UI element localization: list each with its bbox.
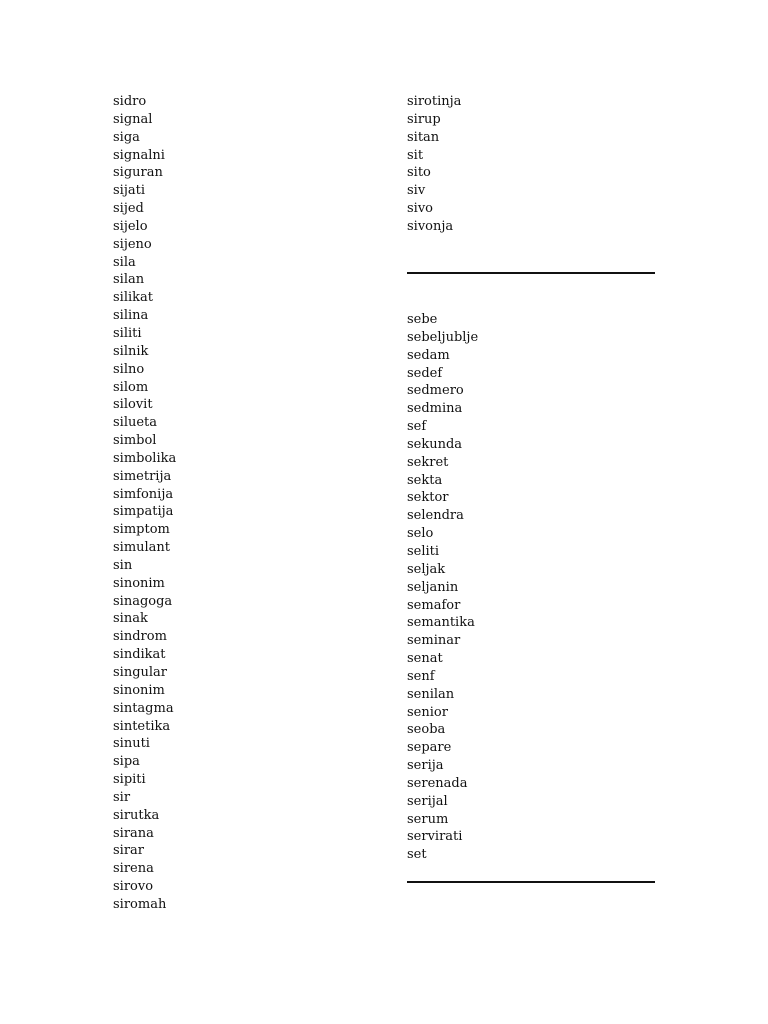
word-item: selendra — [407, 508, 464, 524]
word-item: silina — [113, 308, 149, 324]
word-item: sirotinja — [407, 94, 462, 109]
word-item: silovit — [113, 397, 153, 413]
word-item: sintagma — [113, 700, 174, 716]
word-item: seoba — [407, 722, 446, 738]
word-item: sebeljublje — [407, 329, 479, 345]
word-item: sidro — [113, 94, 147, 109]
word-item: semantika — [407, 615, 475, 631]
word-item: sivo — [407, 201, 433, 217]
word-item: selo — [407, 526, 434, 542]
word-item: serum — [407, 811, 449, 827]
word-item: sir — [113, 789, 131, 805]
word-item: sedmina — [407, 401, 463, 417]
word-item: sijati — [113, 183, 145, 199]
word-item: siga — [113, 129, 140, 145]
word-item: silan — [113, 272, 145, 288]
word-item: silnik — [113, 343, 149, 359]
word-item: siromah — [113, 896, 167, 912]
word-item: sijelo — [113, 218, 148, 234]
word-item: sekunda — [407, 436, 463, 452]
word-item: simfonija — [113, 486, 174, 502]
word-item: servirati — [407, 829, 463, 845]
word-item: sirovo — [113, 879, 154, 895]
word-item: silueta — [113, 415, 158, 431]
word-item: sindrom — [113, 629, 167, 645]
word-item: set — [407, 847, 427, 863]
word-item: sirena — [113, 861, 154, 877]
word-item: seljanin — [407, 579, 459, 595]
word-item: sektor — [407, 490, 449, 506]
word-list-right-bottom — [407, 311, 478, 864]
word-list-right-top — [407, 93, 461, 236]
separator-rule-bottom — [407, 881, 655, 883]
word-item: sinuti — [113, 736, 150, 752]
word-item: simulant — [113, 540, 171, 556]
word-item: sirutka — [113, 807, 160, 823]
word-item: sedam — [407, 347, 450, 363]
word-item: sirar — [113, 843, 145, 859]
word-item: sivonja — [407, 218, 454, 234]
word-item: simptom — [113, 522, 170, 538]
word-item: senilan — [407, 686, 455, 702]
word-item: sef — [407, 419, 427, 435]
word-item: siv — [407, 183, 426, 199]
word-item: singular — [113, 665, 168, 680]
word-item: sipa — [113, 754, 140, 770]
word-item: serenada — [407, 775, 468, 791]
word-item: sekta — [407, 472, 443, 488]
word-item: sirup — [407, 111, 441, 127]
word-item: serijal — [407, 793, 448, 809]
word-item: seliti — [407, 543, 440, 559]
word-item: separe — [407, 740, 452, 756]
word-item: sitan — [407, 129, 440, 145]
word-item: sedmero — [407, 383, 464, 399]
word-item: sindikat — [113, 647, 166, 663]
word-item: sinonim — [113, 575, 165, 591]
word-list-left — [113, 93, 176, 914]
word-item: senior — [407, 704, 448, 720]
word-item: senf — [407, 668, 435, 684]
word-item: sipiti — [113, 772, 146, 788]
word-item: sinak — [113, 611, 148, 627]
word-item: simbolika — [113, 450, 177, 466]
word-item: seminar — [407, 633, 461, 649]
word-item: siguran — [113, 165, 163, 181]
word-item: sirana — [113, 825, 154, 841]
word-item: sekret — [407, 454, 449, 470]
word-item: sito — [407, 165, 431, 181]
word-item: silno — [113, 361, 145, 377]
word-item: simbol — [113, 433, 157, 449]
word-item: sit — [407, 147, 424, 163]
word-item: sila — [113, 254, 136, 270]
word-item: silikat — [113, 290, 153, 306]
word-item: sedef — [407, 365, 443, 381]
word-item: sinagoga — [113, 593, 173, 609]
word-item: sinonim — [113, 682, 165, 698]
separator-rule-top — [407, 272, 655, 274]
word-item: serija — [407, 758, 444, 774]
word-item: silom — [113, 379, 149, 395]
word-item: simpatija — [113, 504, 174, 520]
word-item: signal — [113, 111, 153, 127]
word-item: sebe — [407, 312, 438, 327]
word-item: semafor — [407, 597, 461, 613]
word-item: siliti — [113, 325, 142, 341]
word-item: signalni — [113, 147, 165, 163]
word-item: seljak — [407, 561, 446, 577]
word-item: sijeno — [113, 236, 152, 252]
word-item: senat — [407, 651, 443, 667]
word-item: simetrija — [113, 468, 172, 484]
word-item: sintetika — [113, 718, 171, 734]
word-item: sin — [113, 557, 133, 573]
word-item: sijed — [113, 201, 144, 217]
